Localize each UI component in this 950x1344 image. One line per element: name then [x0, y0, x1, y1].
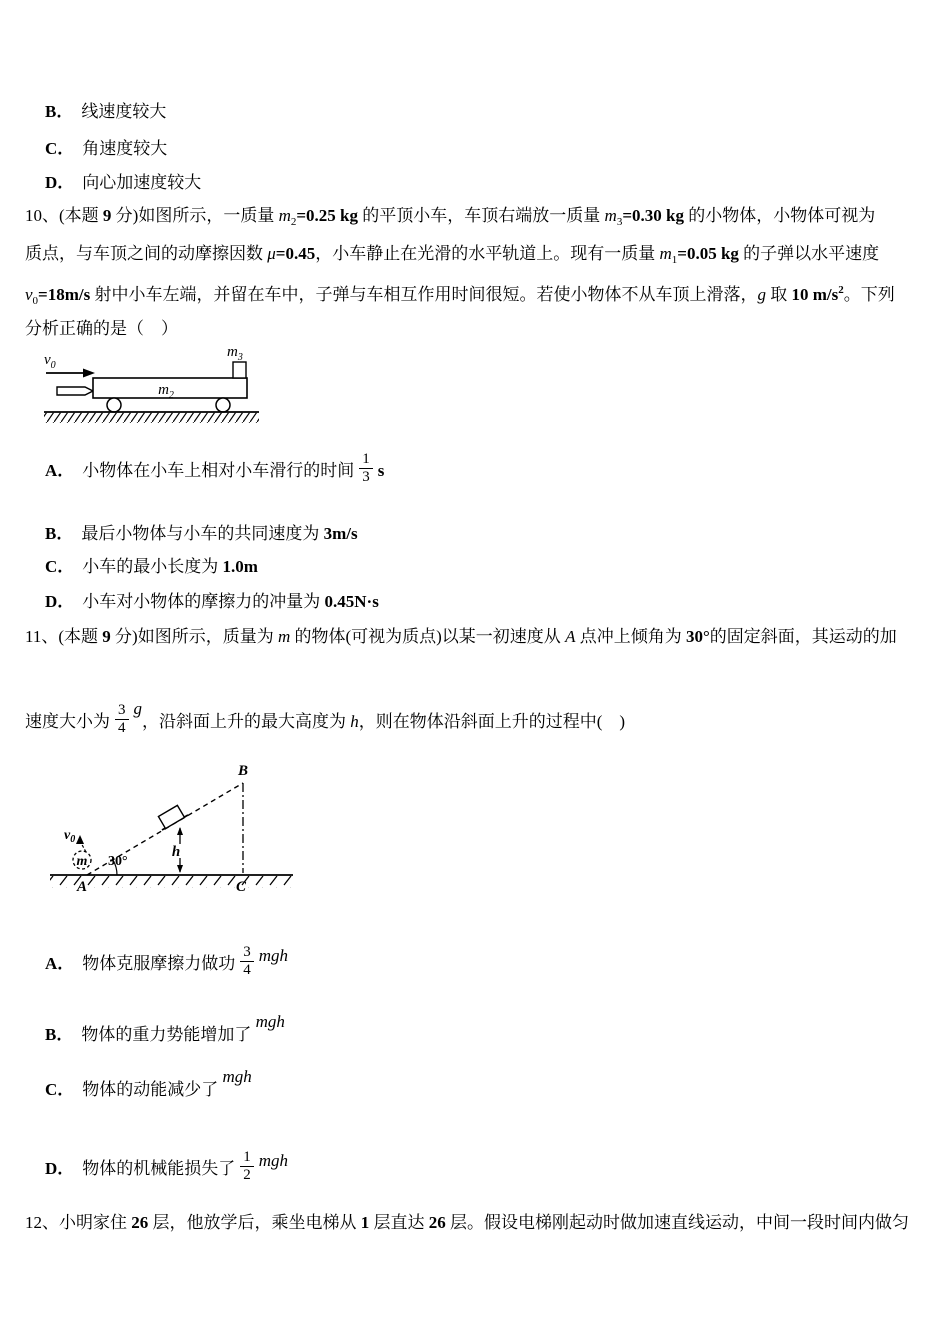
option-text: 物体的动能减少了 mgh	[82, 1067, 252, 1099]
h-arrowhead-bottom	[177, 865, 183, 873]
m-label: m	[76, 854, 88, 869]
option-label: D．	[45, 1159, 75, 1178]
option-label: B．	[45, 524, 74, 543]
q10-stem-line-4: 分析正确的是（ ）	[25, 318, 178, 338]
bullet-shape	[57, 387, 93, 395]
option-text: 小车对小物体的摩擦力的冲量为 0.45N·s	[82, 592, 379, 611]
option-text: 角速度较大	[82, 139, 168, 158]
point-a-label: A	[76, 879, 88, 895]
q10-option-c	[45, 554, 258, 579]
h-arrowhead-top	[177, 827, 183, 835]
q11-stem-text: 11、(本题 9 分)如图所示，质量为 m 的物体(可视为质点)以某一初速度从 A 点冲上倾角为 30°的固定斜面，其运动的加	[25, 627, 897, 646]
angle-label: 30°	[108, 854, 128, 869]
option-label: D．	[45, 173, 75, 192]
cart-figure	[33, 342, 273, 427]
q11-stem-text: 速度大小为 $\frac{3}{4}$ g，沿斜面上升的最大高度为 h，则在物体沿斜面上升的过程中( )	[25, 699, 626, 736]
option-label: C．	[45, 139, 75, 158]
q10-option-b	[45, 521, 358, 546]
point-b-label: B	[237, 763, 249, 779]
q12-stem-text: 12、小明家住 26 层，他放学后，乘坐电梯从 1 层直达 26 层。假设电梯刚起动时做加速直线运动，中间一段时间内做匀	[25, 1213, 909, 1232]
option-text: 物体的机械能损失了 $\frac{1}{2}$ mgh	[82, 1149, 289, 1183]
q11-option-c	[45, 1067, 252, 1102]
h-label: h	[171, 844, 181, 860]
q11-stem-line-1	[25, 624, 897, 649]
q10-stem-line-1: 10、(本题 9 分)如图所示，一质量 $m_2=0.25$ kg 的平顶小车，车顶右端放一质量 $m_3=0.30$ kg 的小物体，小物体可视为	[25, 206, 876, 228]
q11-option-a	[45, 945, 288, 978]
q9-option-b	[45, 99, 166, 124]
option-label: C．	[45, 1080, 75, 1099]
v0-arrowhead	[83, 369, 95, 378]
wheel-left	[107, 398, 121, 412]
q10-stem-line-3: $v_0=18m/s$ 射中小车左端，并留在车中，子弹与车相互作用时间很短。若使小物体不从车顶上滑落，g 取 10 $m/s^2$。下列	[25, 284, 895, 307]
option-text: 小物体在小车上相对小车滑行的时间 $\frac{1}{3}$ s	[82, 451, 385, 485]
option-text: 物体克服摩擦力做功 $\frac{3}{4}$ mgh	[82, 944, 289, 978]
option-label: A．	[45, 954, 75, 973]
q10-option-d	[45, 589, 379, 614]
option-text: 物体的重力势能增加了 mgh	[81, 1012, 285, 1044]
option-label: A．	[45, 461, 75, 480]
incline-figure	[42, 755, 307, 895]
q11-option-b	[45, 1012, 285, 1047]
option-label: B．	[45, 102, 74, 121]
v0-arrowhead	[76, 835, 84, 844]
fraction: $\frac{3}{4}$	[240, 945, 254, 978]
q11-option-d	[45, 1150, 288, 1183]
block-on-incline	[158, 805, 184, 828]
point-c-label: C	[235, 879, 247, 895]
block-m3	[233, 362, 246, 378]
ground-hatching	[44, 413, 259, 423]
q12-stem-line-1	[25, 1210, 909, 1235]
m2-label: $m_2$	[158, 382, 174, 401]
fraction: $\frac{3}{4}$	[115, 703, 129, 736]
q10-stem-line-2: 质点，与车顶之间的动摩擦因数 μ=0.45，小车静止在光滑的水平轨道上。现有一质量 $m_1=0.05$ kg 的子弹以水平速度	[25, 243, 880, 266]
fraction: $\frac{1}{2}$	[240, 1150, 254, 1183]
q11-stem-line-2	[25, 699, 626, 736]
option-text: 小车的最小长度为 1.0m	[82, 557, 258, 576]
v0-label: $v_0$	[64, 828, 76, 845]
option-label: D．	[45, 592, 75, 611]
option-text: 向心加速度较大	[82, 173, 202, 192]
option-label: C．	[45, 557, 75, 576]
q9-option-d	[45, 170, 201, 195]
q9-option-c	[45, 136, 167, 161]
option-text: 线速度较大	[81, 102, 167, 121]
wheel-right	[216, 398, 230, 412]
option-label: B．	[45, 1025, 74, 1044]
m3-label: $m_3$	[227, 344, 243, 363]
v0-label: $v_0$	[44, 352, 56, 371]
q10-option-a	[45, 452, 384, 485]
q10-stem	[25, 203, 895, 353]
option-text: 最后小物体与小车的共同速度为 3m/s	[81, 524, 358, 543]
fraction: $\frac{1}{3}$	[359, 452, 373, 485]
